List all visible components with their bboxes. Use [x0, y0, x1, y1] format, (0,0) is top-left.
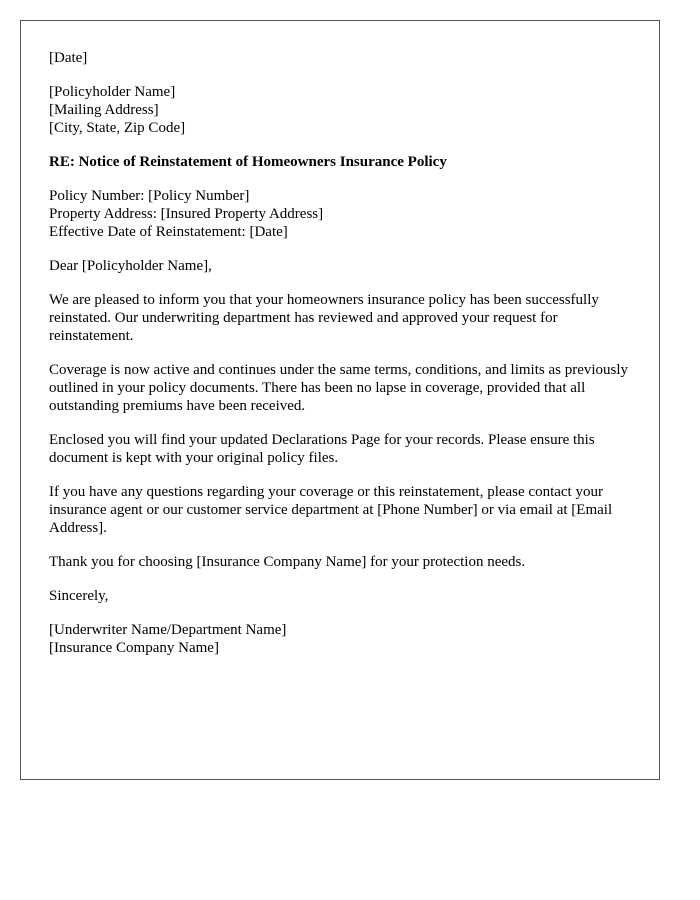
policy-number: Policy Number: [Policy Number] — [49, 188, 250, 204]
signature-company: [Insurance Company Name] — [49, 640, 219, 656]
effective-date: Effective Date of Reinstatement: [Date] — [49, 224, 288, 240]
subject-line: RE: Notice of Reinstatement of Homeowners Insurance Policy — [49, 154, 447, 170]
body-paragraph-coverage: Coverage is now active and continues under the same terms, conditions, and limits as previously outlined in your policy documents. There has been no lapse in coverage, provided that all outstanding premiums have been received. — [49, 362, 629, 414]
body-paragraph-thanks: Thank you for choosing [Insurance Company Name] for your protection needs. — [49, 554, 526, 570]
date-block — [49, 49, 631, 67]
recipient-name: [Policyholder Name] — [49, 84, 176, 100]
property-address: Property Address: [Insured Property Address] — [49, 206, 324, 222]
closing: Sincerely, — [49, 588, 109, 604]
body-paragraph-enclosure: Enclosed you will find your updated Declarations Page for your records. Please ensure this document is kept with your original policy files. — [49, 432, 595, 466]
signature-sender: [Underwriter Name/Department Name] — [49, 622, 287, 638]
body-paragraph-contact: If you have any questions regarding your coverage or this reinstatement, please contact your insurance agent or our customer service department at [Phone Number] or via email at [Email Address]. — [49, 484, 613, 536]
recipient-city-state-zip: [City, State, Zip Code] — [49, 120, 186, 136]
letter-date: [Date] — [49, 50, 88, 66]
body-paragraph-reinstated: We are pleased to inform you that your homeowners insurance policy has been successfully reinstated. Our underwriting department has reviewed and approved your request for reinstatement. — [49, 292, 599, 344]
policy-info-block — [49, 187, 631, 241]
recipient-mailing-address: [Mailing Address] — [49, 102, 159, 118]
signature-block — [49, 621, 631, 657]
recipient-address-block — [49, 83, 631, 137]
letter-document — [20, 20, 660, 780]
salutation: Dear [Policyholder Name], — [49, 258, 212, 274]
